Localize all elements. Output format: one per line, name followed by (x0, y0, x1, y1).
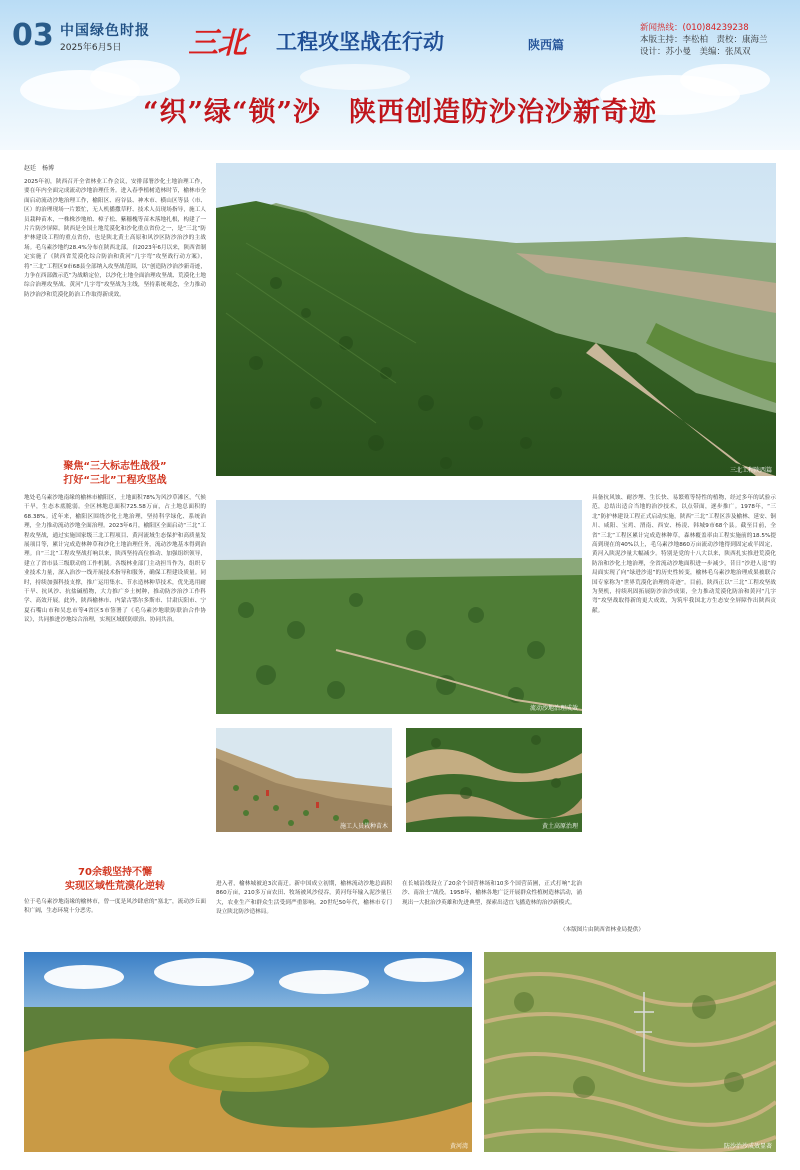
masthead (0, 0, 800, 150)
photo-caption: 黄土高原治理 (541, 823, 578, 830)
photo-credit-note: （本版图片由陕西省林业局提供） (560, 927, 644, 933)
photo-caption: 黄河湾 (449, 1143, 468, 1150)
photo-valley-forest (216, 163, 776, 476)
news-hotline: 新闻热线：(010)84239238 (640, 23, 749, 33)
article-col1-bottom: 位于毛乌素沙地南缘的榆林市，曾一度是风沙肆虐的“塞北”，流动沙丘面积广阔，生态环境十分恶劣。 (24, 899, 206, 915)
photo-aerial-ridges (406, 728, 582, 832)
photo-forest-plain (216, 500, 582, 714)
page-headline: “织”绿“锁”沙 陕西创造防沙治沙新奇迹 (142, 97, 658, 128)
designers-line: 设计：苏小曼 美编：张凤双 (640, 47, 751, 57)
newspaper-name: 中国绿色时报 (60, 23, 150, 39)
article-col3-bottom: 在长城沿线设立了20余个国营林场和10多个国营苗圃，正式打响“北治沙、南治土”战役。1958年，榆林各地广泛开展群众性植树造林活动，涌现出一大批治沙英雄和先进典型，探索出适宜飞播造林的治沙新模式。 (402, 881, 582, 906)
photo-caption: 三北工程陕西篇 (729, 467, 772, 474)
banner-region: 陕西篇 (528, 38, 565, 52)
article-col1-mid: 地处毛乌素沙地南缘的榆林市榆阳区，土地面积78%为风沙草滩区，气候干旱，生态本底脆弱。全区林地总面积725.58万亩，占土地总面积的68.38%。近年来，榆阳区围绕沙化土地治理，坚持科学绿化、系统治理，全力推动流动沙地全面治理。2023年6月，榆阳区全面启动“三北”工程攻坚战，通过实施国家级三北工程项目、黄河流域生态保护和高质量发展项目等，累计完成造林种草和沙化土地治理任务，流动沙地基本得到治理。自“三北”工程攻坚战打响以来，陕西坚持高位推动、加强组织领导，建立了省市县三级联动的工作机制。各级林业部门主动担当作为，组织专业技术力量，深入治沙一线开展技术指导和服务，确保工程建设质量。同时，持续加强科技支撑，推广运用集水、节水造林种草技术，优先选用耐干旱、抗风沙、抗盐碱植物，大力推广乡土树种，推动防沙治沙工作科学、高效开展。此外，陕西榆林市、内蒙古鄂尔多斯市、甘肃庆阳市、宁夏石嘴山市和吴忠市等4省区5市签署了《毛乌素沙地联防联治合作协议》，共同推进沙地综合治理，实现区域联防联治、协同共治。 (24, 495, 206, 624)
article-col1-top: 2025年初，陕西召开全省林业工作会议，安排部署沙化土地治理工作，要在年内全面完成流动沙地治理任务。进入春季植树造林时节，榆林市全面启动流动沙地治理工作，榆阳区、府谷县、神木市、横山区等县（市、区）的治理现场一片繁忙，无人机播撒草籽、技术人员现场指导，施工人员栽种苗木，一株株沙地柏、樟子松、紫穗槐等苗木落地扎根，构建了一片片防沙屏障。陕西是全国土地荒漠化和沙化重点省份之一，是“三北”防护林建设工程的重点省份，也是陕北黄土高原和风沙区防沙治沙的主战场。毛乌素沙地约28.4%分布在陕西北部。自2023年6月以来，陕西省制定实施了《陕西省荒漠化综合防治和黄河“几字弯”攻坚战行动方案》，将“三北”工程区9市68县全部纳入攻坚战范围，以“创造防沙治沙新奇迹，力争在西部做示范”为战略定位，以沙化土地全面治理攻坚战、荒漠化土地综合治理攻坚战、黄河“几字弯”攻坚战为主线，坚持系统观念，全力推动防沙治沙和荒漠化防治工作取得新成效。 (24, 179, 206, 298)
page-number: 03 (12, 18, 54, 53)
article-col2-bottom: 进入者，榆林城被迫3次南迁。新中国成立初期，榆林流动沙地总面积860万亩，210多万亩农田、牧场被风沙侵吞，黄河每年输入泥沙量巨大，农业生产和群众生活受到严重影响。20世纪50年代，榆林市专门设立陕北防沙造林局。 (216, 881, 392, 916)
photo-yellow-river-bend (24, 952, 472, 1152)
section-banner (188, 22, 608, 61)
article-col4-main: 具备抗风蚀、耐沙埋、生长快、易繁殖等特性的植物，经过多年的试验示范，总结出适合当地的治沙技术，以点带面，逐步推广。1978年，“三北”防护林建设工程正式启动实施，陕西“三北”工程区涉及榆林、延安、铜川、咸阳、宝鸡、渭南、西安、杨凌、韩城9市68个县。截至目前，全省“三北”工程区累计完成造林种草，森林覆盖率由工程实施前的18.5%提高到现在的40%以上，毛乌素沙地860万亩流动沙地得到固定或半固定，黄河入陕泥沙量大幅减少。特别是党的十八大以来，陕西扎实推进荒漠化防治和沙化土地治理，全省流动沙地面积进一步减少，昔日“沙进人退”的局面实现了向“绿进沙退”的历史性转变，榆林毛乌素沙地治理成果被联合国专家称为“世界荒漠化治理的奇迹”。目前，陕西正以“三北”工程攻坚战为契机，持续巩固拓展防沙治沙成果，全力推动荒漠化防治和黄河“几字弯”攻坚战取得新的更大成效，为筑牢我国北方生态安全屏障作出陕西贡献。 (592, 495, 776, 614)
byline: 赵廷 杨博 (24, 165, 55, 172)
photo-planting-workers (216, 728, 392, 832)
photo-caption: 流动沙地治理成效 (529, 705, 578, 712)
banner-title: 工程攻坚战在行动 (276, 30, 444, 54)
banner-sanbei: 三北 (188, 26, 246, 61)
editor-credits (640, 22, 768, 58)
subhead-70-years: 70余载坚持不懈 实现区域性荒漠化逆转 (65, 867, 165, 892)
photo-caption: 施工人员栽种苗木 (339, 823, 388, 830)
issue-date: 2025年6月5日 (60, 43, 122, 53)
subhead-three-battles: 聚焦“三大标志性战役” 打好“三北”工程攻坚战 (63, 461, 167, 486)
cloud-decoration (300, 64, 410, 90)
photo-caption: 防沙治沙成效显著 (723, 1143, 772, 1150)
editors-line: 本版主持：李松柏 责校：康海兰 (640, 35, 768, 45)
photo-terraced-hills (484, 952, 776, 1152)
